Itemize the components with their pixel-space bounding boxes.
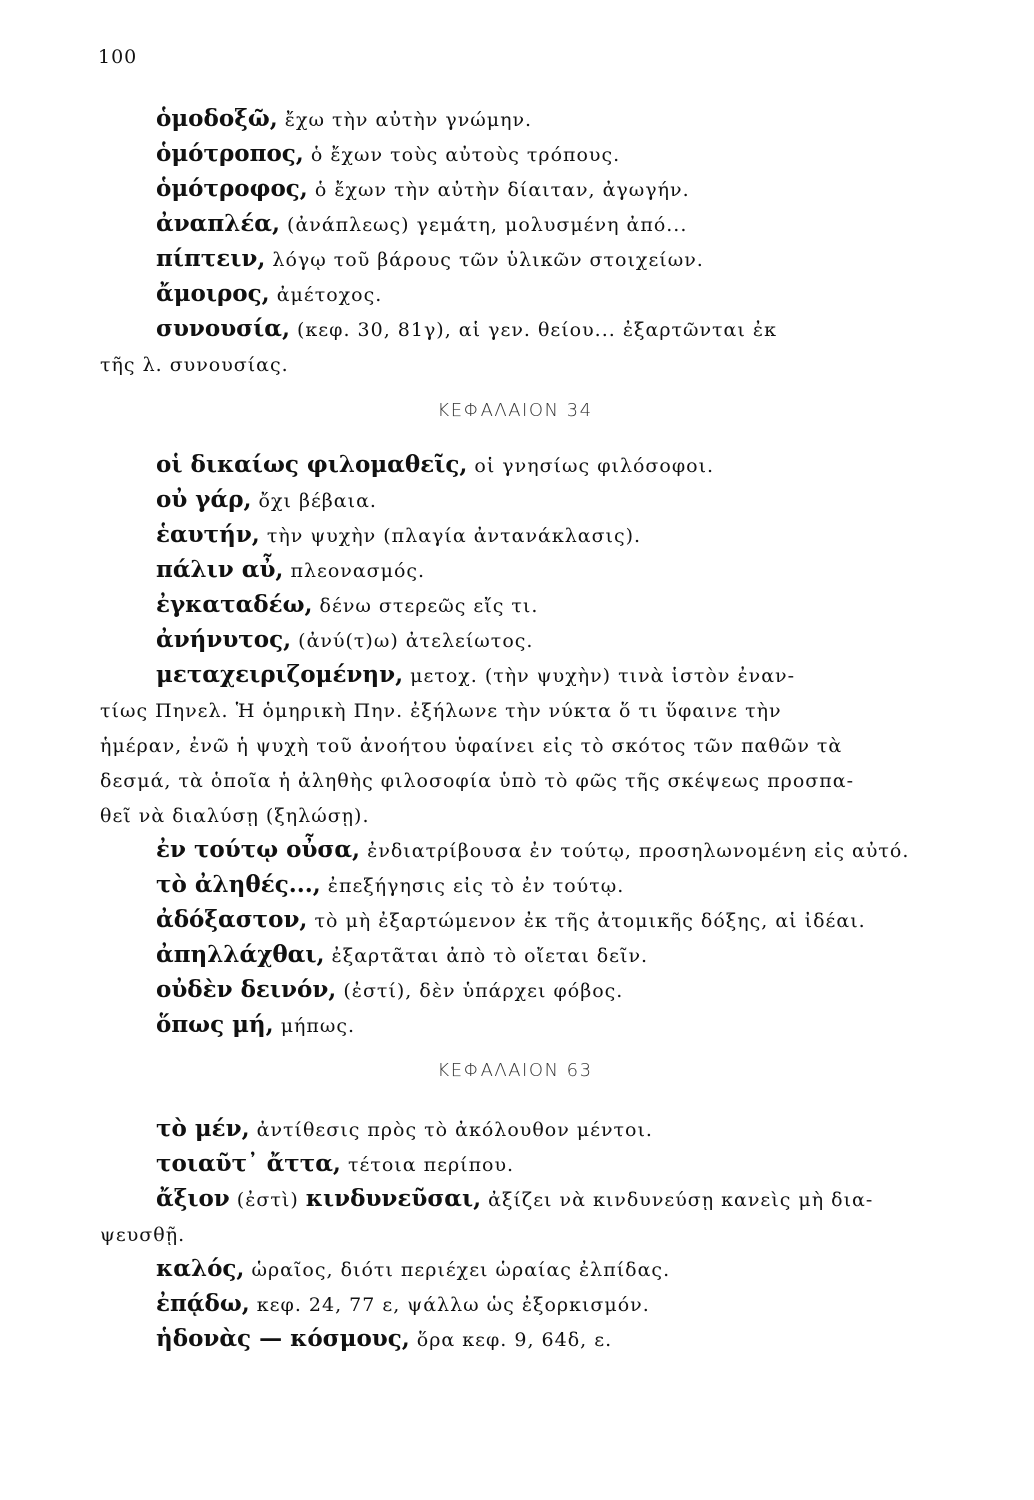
gloss-entry: καλός, ὡραῖος, διότι περιέχει ὡραίας ἐλπίδας. bbox=[156, 1255, 671, 1282]
gloss-entry: ἀπηλλάχθαι, ἐξαρτᾶται ἀπὸ τὸ οἴεται δεῖν. bbox=[156, 941, 649, 968]
glossary-section-1 bbox=[100, 102, 930, 382]
gloss-entry: οὐ γάρ, ὄχι βέβαια. bbox=[156, 486, 377, 513]
gloss-continuation: τῆς λ. συνουσίας. bbox=[100, 354, 289, 376]
gloss-entry: ἐπᾴδω, κεφ. 24, 77 ε, ψάλλω ὡς ἐξορκισμόν. bbox=[156, 1290, 650, 1317]
page-number: 100 bbox=[98, 46, 138, 68]
gloss-entry: ἡδονὰς — κόσμους, ὅρα κεφ. 9, 64δ, ε. bbox=[156, 1325, 613, 1352]
gloss-entry: ἐγκαταδέω, δένω στερεῶς εἴς τι. bbox=[156, 591, 539, 618]
glossary-section-3 bbox=[100, 1112, 930, 1357]
gloss-entry: ὁμοδοξῶ, ἔχω τὴν αὐτὴν γνώμην. bbox=[156, 105, 533, 132]
gloss-entry: ὅπως μή, μήπως. bbox=[156, 1011, 356, 1038]
gloss-entry: ἄμοιρος, ἀμέτοχος. bbox=[156, 280, 383, 307]
chapter-heading-34: ΚΕΦΑΛΑΙΟΝ 34 bbox=[437, 400, 593, 421]
gloss-entry: ἀνήνυτος, (ἀνύ(τ)ω) ἀτελείωτος. bbox=[156, 626, 534, 653]
gloss-entry: τὸ μέν, ἀντίθεσις πρὸς τὸ ἀκόλουθον μέντοι. bbox=[156, 1115, 653, 1142]
gloss-entry: ὁμότροφος, ὁ ἔχων τὴν αὐτὴν δίαιταν, ἀγωγήν. bbox=[156, 175, 690, 202]
gloss-continuation: ἡμέραν, ἐνῶ ἡ ψυχὴ τοῦ ἀνοήτου ὑφαίνει εἰς τὸ σκότος τῶν παθῶν τὰ bbox=[100, 735, 843, 757]
gloss-entry: ὁμότροπος, ὁ ἔχων τοὺς αὐτοὺς τρόπους. bbox=[156, 140, 621, 167]
gloss-entry: πίπτειν, λόγῳ τοῦ βάρους τῶν ὑλικῶν στοιχείων. bbox=[156, 245, 704, 272]
gloss-entry: τοιαῦτ᾽ ἄττα, τέτοια περίπου. bbox=[156, 1150, 515, 1177]
gloss-entry: ἄξιον (ἐστὶ) κινδυνεῦσαι, ἀξίζει νὰ κινδυνεύσῃ κανεὶς μὴ δια- bbox=[156, 1185, 874, 1212]
gloss-continuation: ψευσθῇ. bbox=[100, 1224, 186, 1246]
gloss-entry: οὐδὲν δεινόν, (ἐστί), δὲν ὑπάρχει φόβος. bbox=[156, 976, 624, 1003]
gloss-entry: ἐν τούτῳ οὖσα, ἐνδιατρίβουσα ἐν τούτῳ, προσηλωνομένη εἰς αὐτό. bbox=[156, 836, 910, 863]
gloss-continuation: θεῖ νὰ διαλύσῃ (ξηλώσῃ). bbox=[100, 805, 370, 827]
gloss-entry: ἑαυτήν, τὴν ψυχὴν (πλαγία ἀντανάκλασις). bbox=[156, 521, 642, 548]
gloss-entry: ἀδόξαστον, τὸ μὴ ἐξαρτώμενον ἐκ τῆς ἀτομικῆς δόξης, αἱ ἰδέαι. bbox=[156, 906, 866, 933]
gloss-continuation: τίως Πηνελ. Ἡ ὁμηρικὴ Πην. ἐξήλωνε τὴν νύκτα ὅ τι ὕφαινε τὴν bbox=[100, 700, 782, 722]
glossary-section-2 bbox=[100, 448, 930, 1043]
gloss-entry: ἀναπλέα, (ἀνάπλεως) γεμάτη, μολυσμένη ἀπό... bbox=[156, 210, 688, 237]
chapter-heading-63: ΚΕΦΑΛΑΙΟΝ 63 bbox=[437, 1060, 593, 1081]
gloss-entry: πάλιν αὖ, πλεονασμός. bbox=[156, 556, 426, 583]
gloss-entry: οἱ δικαίως φιλομαθεῖς, οἱ γνησίως φιλόσοφοι. bbox=[156, 451, 715, 478]
gloss-entry: μεταχειριζομένην, μετοχ. (τὴν ψυχὴν) τινὰ ἱστὸν ἐναν- bbox=[156, 661, 796, 688]
gloss-entry: συνουσία, (κεφ. 30, 81γ), αἱ γεν. θείου... ἐξαρτῶνται ἐκ bbox=[156, 315, 777, 342]
gloss-entry: τὸ ἀληθές..., ἐπεξήγησις εἰς τὸ ἐν τούτῳ. bbox=[156, 871, 625, 898]
gloss-continuation: δεσμά, τὰ ὁποῖα ἡ ἀληθὴς φιλοσοφία ὑπὸ τὸ φῶς τῆς σκέψεως προσπα- bbox=[100, 770, 854, 792]
